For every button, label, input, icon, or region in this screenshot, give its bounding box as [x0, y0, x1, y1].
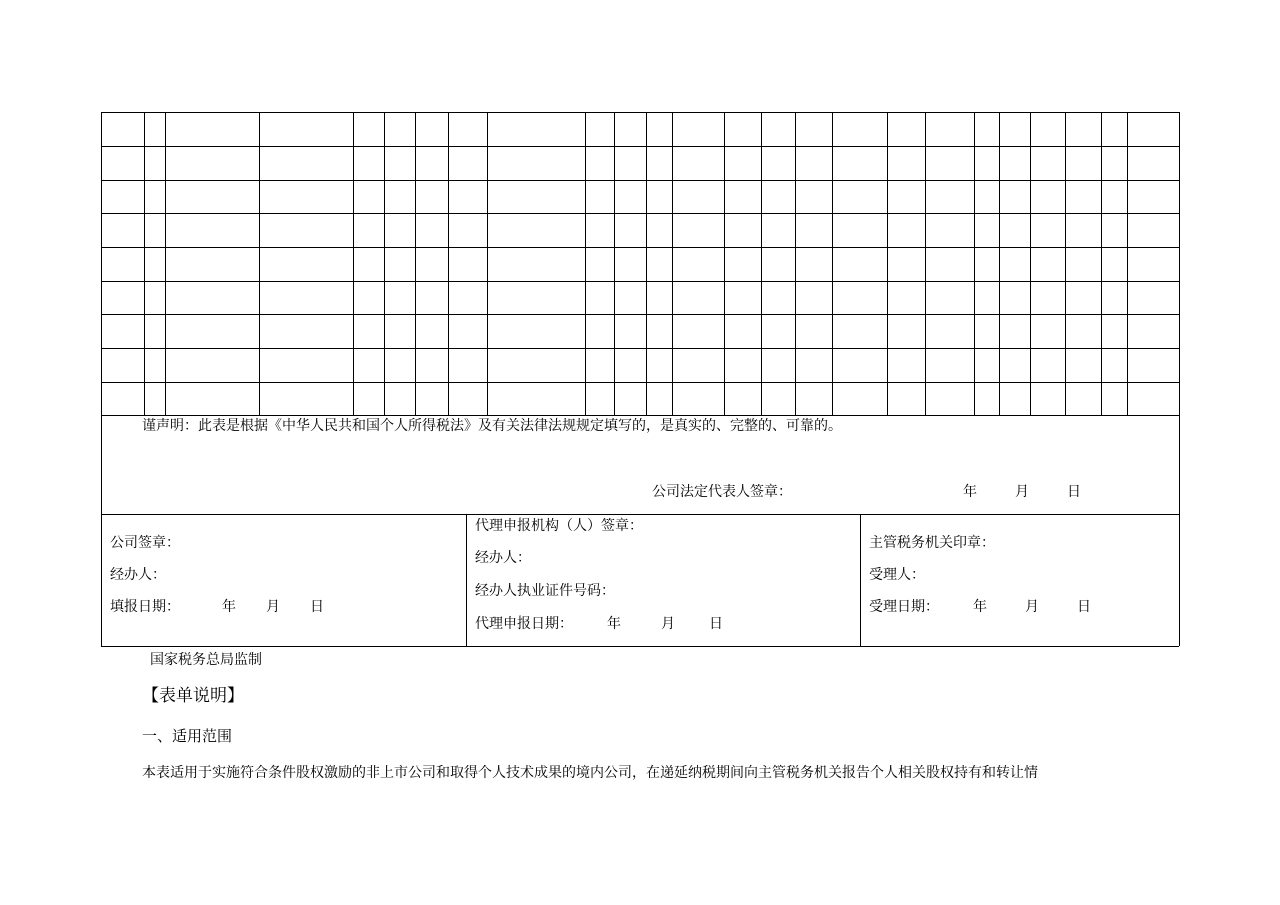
company-handler-label: 经办人： — [110, 567, 166, 583]
declaration-day: 日 — [1067, 484, 1081, 500]
accept-year: 年 — [973, 599, 987, 615]
section1-text: 本表适用于实施符合条件股权激励的非上市公司和取得个人技术成果的境内公司，在递延纳税期间向主管税务机关报告个人相关股权持有和转让情 — [142, 765, 1038, 781]
accept-day: 日 — [1077, 599, 1091, 615]
declaration-year: 年 — [963, 484, 977, 500]
declaration-date — [963, 484, 1081, 500]
company-date-label: 填报日期： — [110, 599, 180, 615]
company-month: 月 — [266, 599, 280, 615]
tax-authority-seal-label: 主管税务机关印章： — [869, 535, 995, 551]
accept-date-row — [869, 599, 1091, 615]
agent-year: 年 — [607, 616, 621, 632]
legal-rep-signature-label: 公司法定代表人签章： — [652, 484, 792, 500]
agent-month: 月 — [661, 616, 675, 632]
company-year: 年 — [222, 599, 236, 615]
company-date-row — [110, 599, 324, 615]
accept-month: 月 — [1025, 599, 1039, 615]
supervision-note: 国家税务总局监制 — [150, 652, 262, 668]
receiver-label: 受理人： — [869, 567, 925, 583]
instructions-heading: 【表单说明】 — [142, 686, 244, 706]
agent-date-label: 代理申报日期： — [475, 616, 573, 632]
agent-date-row — [475, 616, 723, 632]
company-seal-label: 公司签章： — [110, 535, 180, 551]
accept-date-label: 受理日期： — [869, 599, 939, 615]
agent-seal-label: 代理申报机构（人）签章： — [475, 518, 643, 534]
agent-cert-label: 经办人执业证件号码： — [475, 583, 615, 599]
declaration-statement: 谨声明：此表是根据《中华人民共和国个人所得税法》及有关法律法规规定填写的，是真实的、完整的、可靠的。 — [142, 418, 842, 434]
declaration-month: 月 — [1015, 484, 1029, 500]
agent-day: 日 — [709, 616, 723, 632]
company-day: 日 — [310, 599, 324, 615]
section1-title: 一、适用范围 — [142, 727, 233, 745]
agent-handler-label: 经办人： — [475, 550, 531, 566]
